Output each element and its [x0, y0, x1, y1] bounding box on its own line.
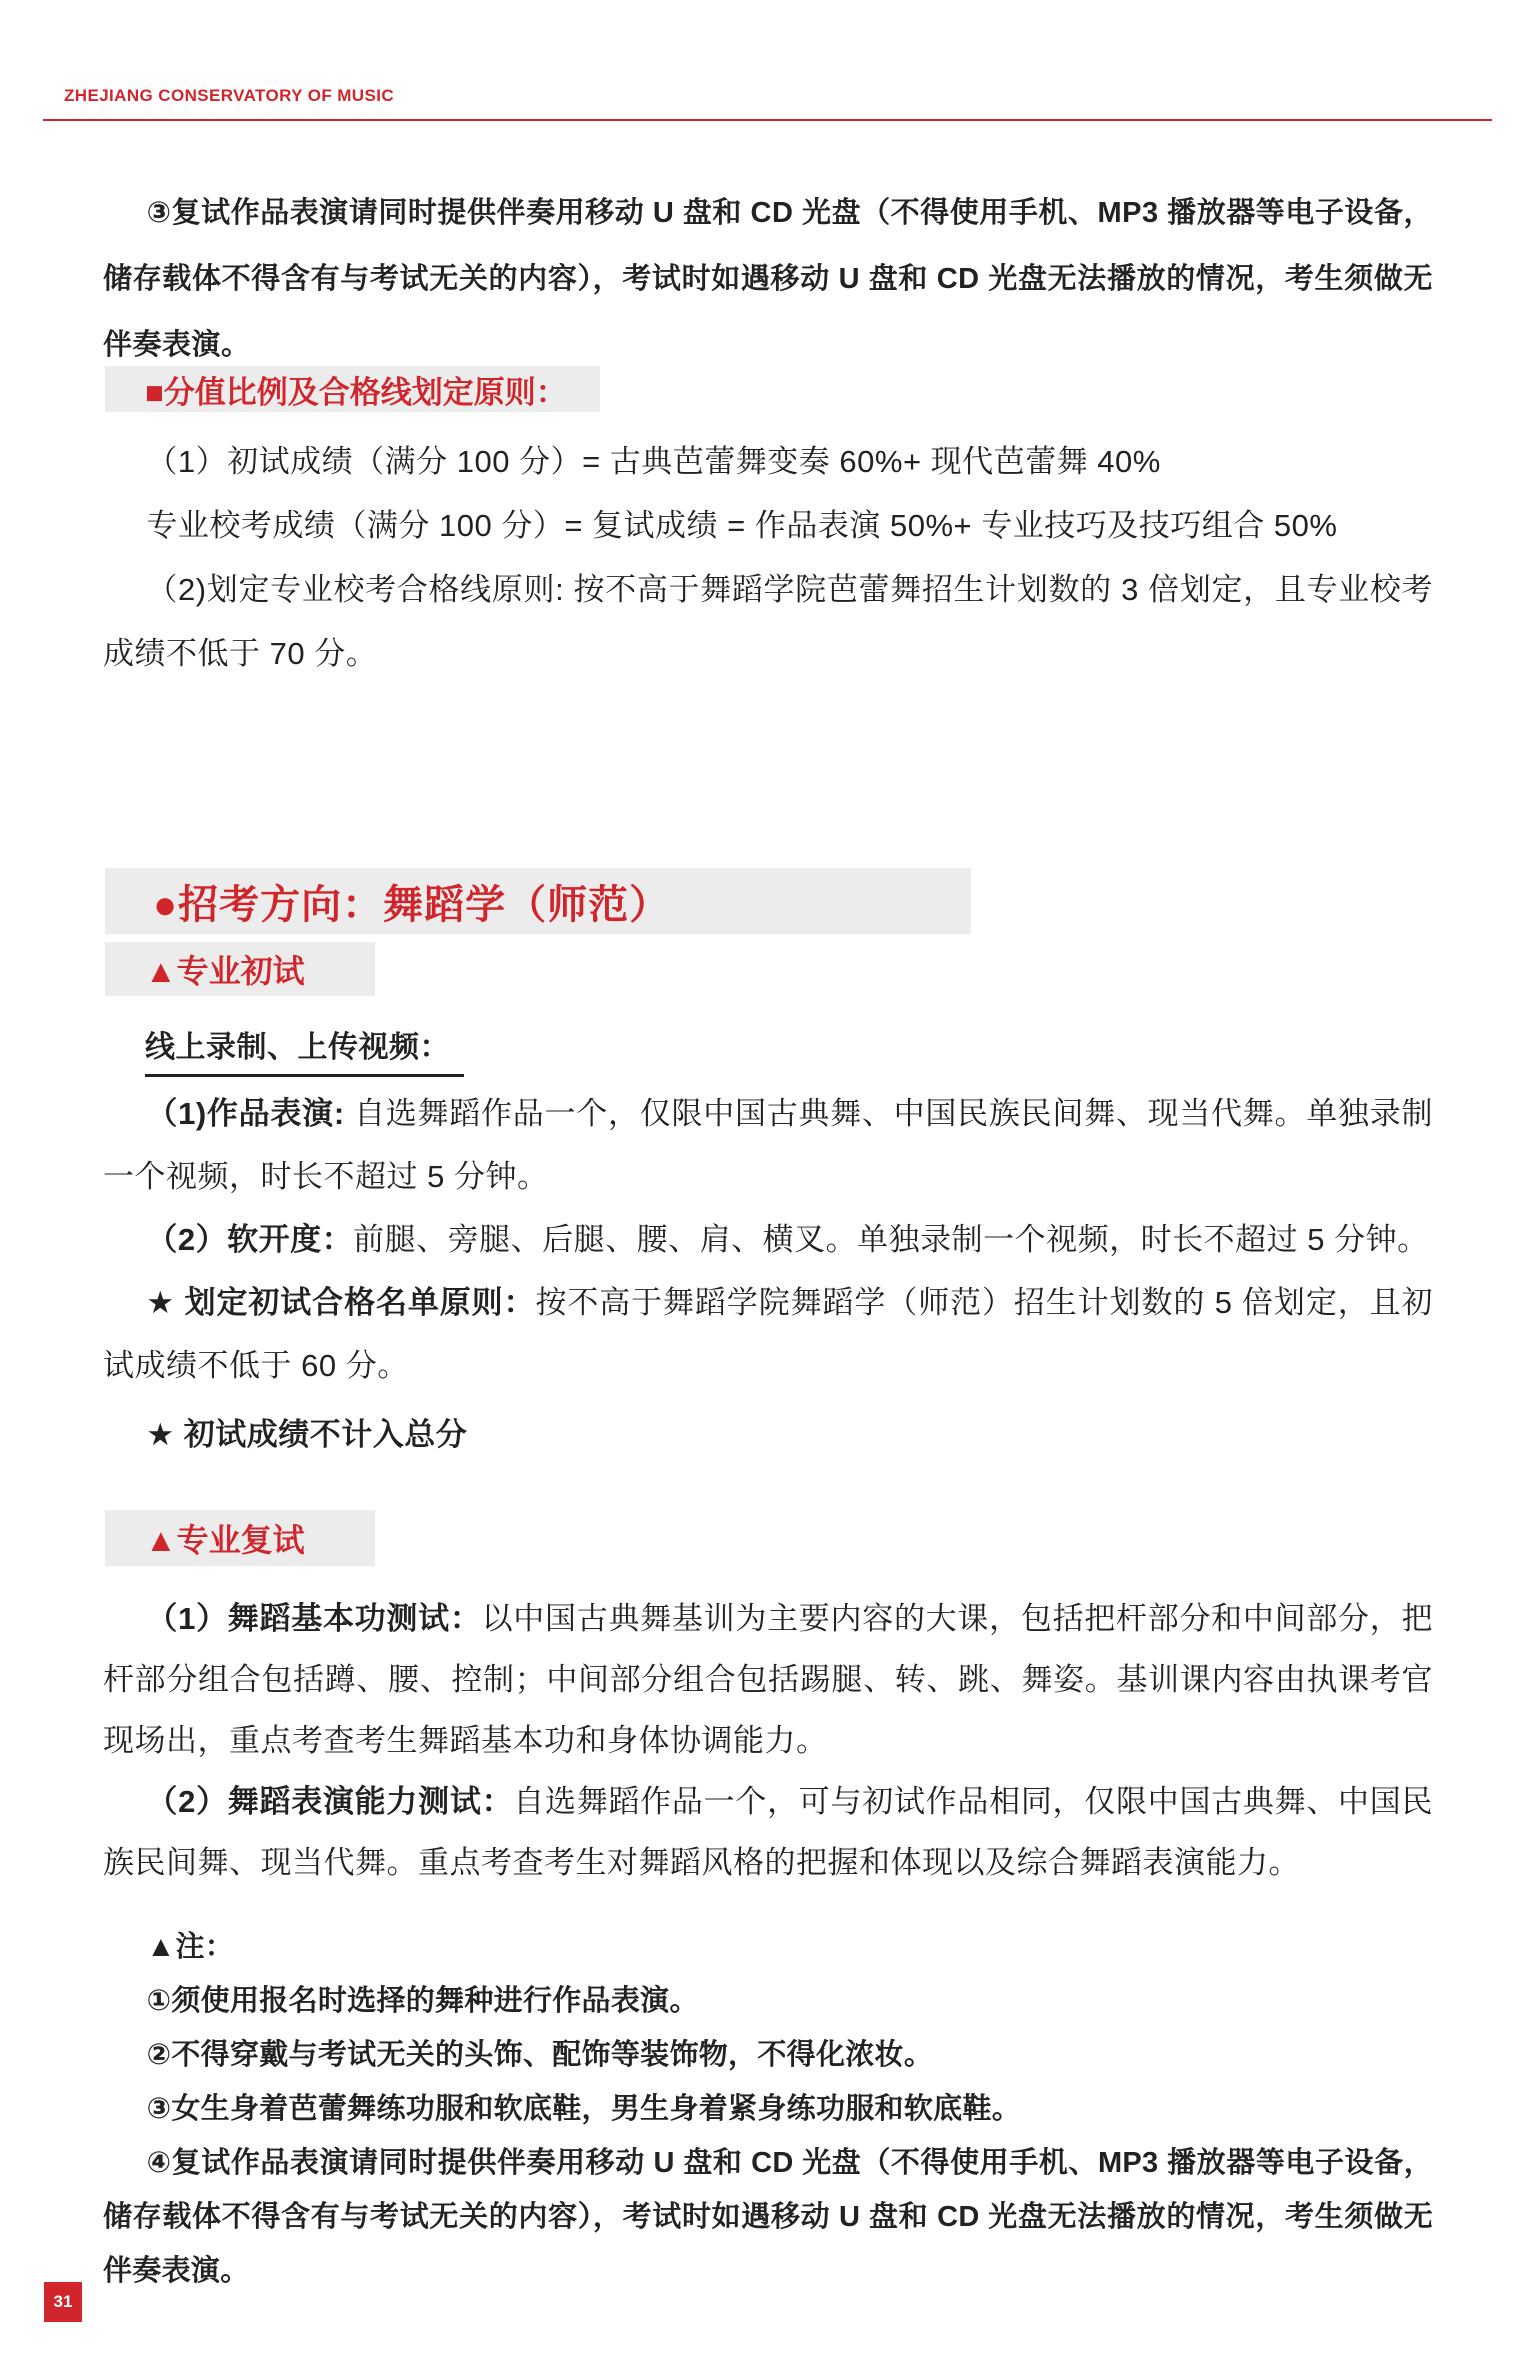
second-round-paragraphs [103, 1588, 1433, 1893]
header-brand-text: ZHEJIANG CONSERVATORY OF MUSIC [64, 86, 395, 105]
first-round-item-2-text: 前腿、旁腿、后腿、腰、肩、横叉。单独录制一个视频，时长不超过 5 分钟。 [353, 1222, 1429, 1257]
note-item: ③女生身着芭蕾舞练功服和软底鞋，男生身着紧身练功服和软底鞋。 [146, 2093, 1022, 2125]
section-heading-score-rules-label: ■分值比例及合格线划定原则： [145, 374, 567, 410]
note-item: ①须使用报名时选择的舞种进行作品表演。 [146, 1985, 699, 2017]
second-round-item-1-text: 以中国古典舞基训为主要内容的大课，包括把杆部分和中间部分，把杆部分组合包括蹲、腰、控制；中间部分组合包括踢腿、转、跳、舞姿。基训课内容由执课考官现场出，重点考查考生舞蹈基本功和身体协调能力。 [103, 1601, 1433, 1758]
section-heading-direction-label: ●招考方向：舞蹈学（师范） [153, 882, 671, 927]
subsection-heading-first-round [105, 942, 375, 996]
first-round-subtitle: 线上录制、上传视频： [145, 1022, 464, 1077]
first-round-item-1-label: （1)作品表演: [146, 1096, 345, 1131]
score-rules-paragraphs [103, 430, 1433, 686]
second-round-item-2-text: 自选舞蹈作品一个，可与初试作品相同，仅限中国古典舞、中国民族民间舞、现当代舞。重点考查考生对舞蹈风格的把握和体现以及综合舞蹈表演能力。 [103, 1784, 1433, 1880]
first-round-star-rule-label: ★ 划定初试合格名单原则： [146, 1285, 536, 1320]
score-rule-item: 专业校考成绩（满分 100 分）= 复试成绩 = 作品表演 50%+ 专业技巧及技巧组合 50% [146, 508, 1338, 543]
note-item: ②不得穿戴与考试无关的头饰、配饰等装饰物，不得化浓妆。 [146, 2039, 934, 2071]
score-rule-item: （1）初试成绩（满分 100 分）= 古典芭蕾舞变奏 60%+ 现代芭蕾舞 40% [146, 444, 1161, 479]
first-round-star-rule [103, 1271, 1433, 1397]
page-number-text: 31 [53, 2292, 73, 2311]
header-rule [43, 119, 1492, 121]
section-heading-direction [105, 868, 971, 934]
first-round-item-2 [103, 1208, 1433, 1271]
intro-note-paragraph [103, 180, 1433, 378]
first-round-item-2-label: （2）软开度： [146, 1222, 354, 1257]
notes-heading: ▲注： [146, 1931, 235, 1963]
subsection-heading-second-round-label: ▲专业复试 [145, 1522, 305, 1558]
second-round-item-2-label: （2）舞蹈表演能力测试： [146, 1784, 514, 1819]
page-number-badge [44, 2282, 82, 2322]
subsection-heading-second-round [105, 1510, 375, 1566]
second-round-item-1-label: （1）舞蹈基本功测试： [146, 1601, 482, 1636]
second-round-item-1 [103, 1588, 1433, 1771]
first-round-item-1-text: 自选舞蹈作品一个，仅限中国古典舞、中国民族民间舞、现当代舞。单独录制一个视频，时长不超过 5 分钟。 [103, 1096, 1433, 1194]
notes-section [103, 1920, 1433, 2298]
first-round-subtitle-wrap [145, 1022, 464, 1077]
first-round-star-rule-text: 按不高于舞蹈学院舞蹈学（师范）招生计划数的 5 倍划定，且初试成绩不低于 60 分。 [103, 1285, 1434, 1383]
second-round-item-2 [103, 1771, 1433, 1893]
first-round-item-1 [103, 1082, 1433, 1208]
section-heading-score-rules [105, 366, 600, 412]
subsection-heading-first-round-label: ▲专业初试 [145, 953, 305, 989]
note-item: ④复试作品表演请同时提供伴奏用移动 U 盘和 CD 光盘（不得使用手机、MP3 播放器等电子设备，储存载体不得含有与考试无关的内容），考试时如遇移动 U 盘和 CD 光盘无法播放的情况，考生须做无伴奏表演。 [103, 2147, 1433, 2287]
intro-note-text: ③复试作品表演请同时提供伴奏用移动 U 盘和 CD 光盘（不得使用手机、MP3 播放器等电子设备，储存载体不得含有与考试无关的内容），考试时如遇移动 U 盘和 CD 光盘无法播放的情况，考生须做无伴奏表演。 [103, 197, 1433, 361]
first-round-star-note: ★ 初试成绩不计入总分 [146, 1417, 468, 1452]
score-rule-item: （2)划定专业校考合格线原则: 按不高于舞蹈学院芭蕾舞招生计划数的 3 倍划定，且专业校考成绩不低于 70 分。 [103, 572, 1433, 671]
first-round-paragraphs [103, 1082, 1433, 1466]
